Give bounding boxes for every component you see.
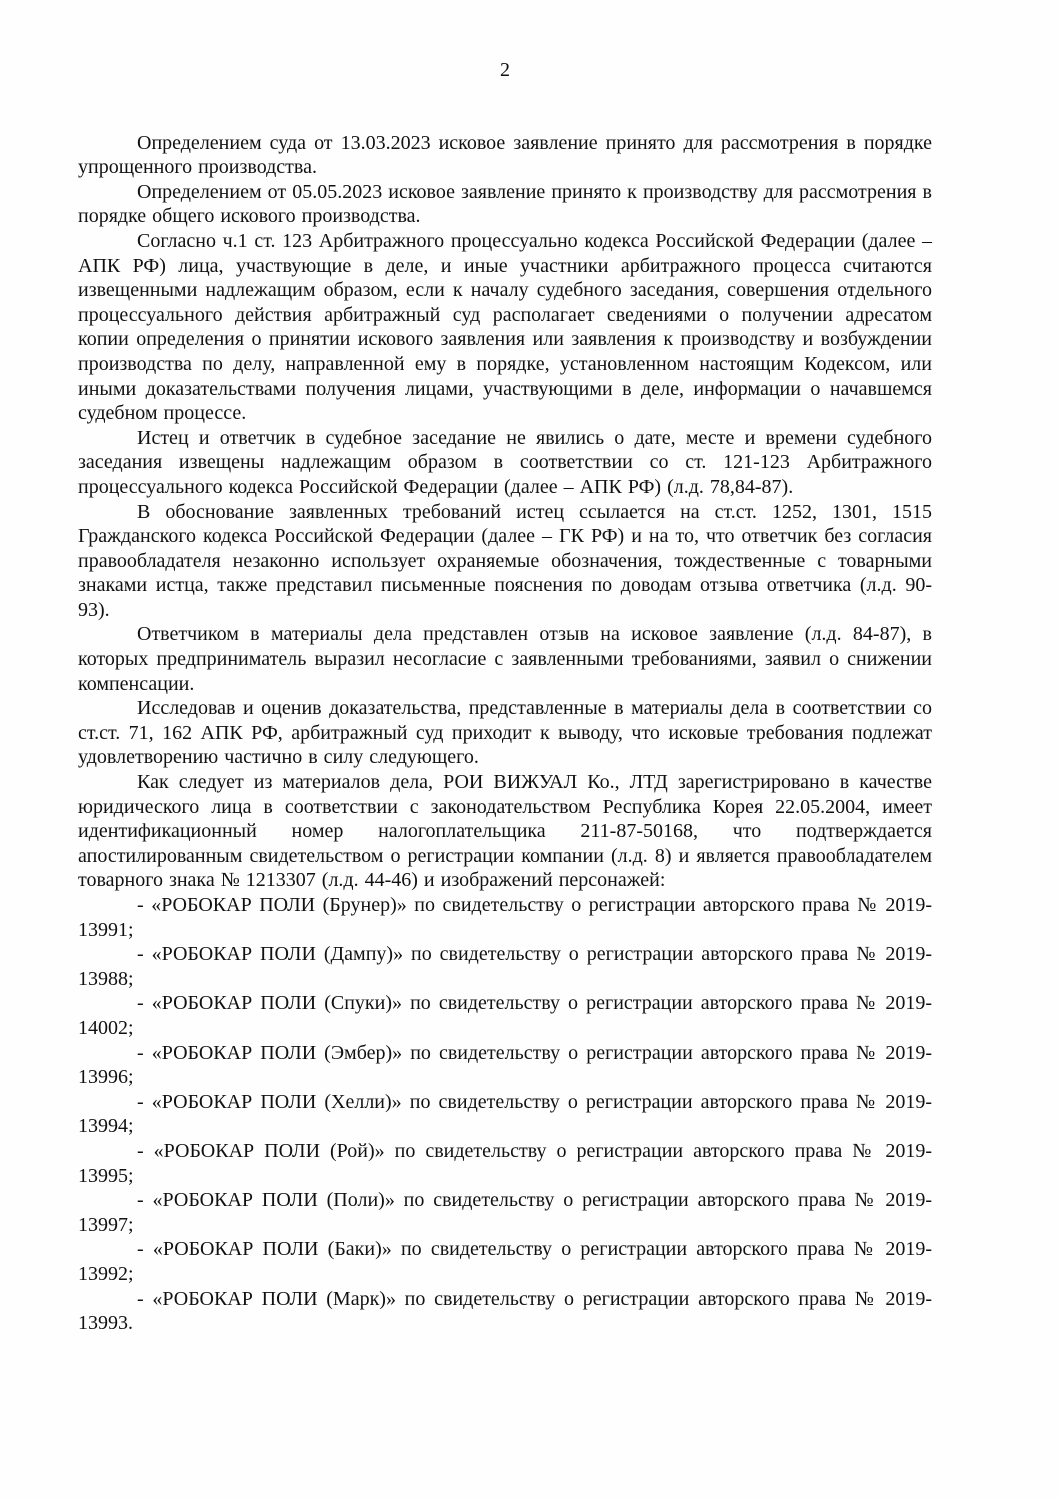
- copyright-registration-item: - «РОБОКАР ПОЛИ (Марк)» по свидетельству о регистрации авторского права № 2019-13993.: [78, 1287, 932, 1335]
- copyright-registration-item: - «РОБОКАР ПОЛИ (Рой)» по свидетельству о регистрации авторского права № 2019-13995;: [78, 1139, 932, 1187]
- copyright-registration-item: - «РОБОКАР ПОЛИ (Дампу)» по свидетельству о регистрации авторского права № 2019-13988;: [78, 943, 932, 990]
- copyright-registration-item: - «РОБОКАР ПОЛИ (Баки)» по свидетельству о регистрации авторского права № 2019-13992;: [78, 1238, 932, 1285]
- paragraph: Ответчиком в материалы дела представлен отзыв на исковое заявление (л.д. 84-87), в которых предприниматель выразил несогласие с заявленными требованиями, заявил о снижении компенсации.: [78, 623, 932, 695]
- copyright-registration-item: - «РОБОКАР ПОЛИ (Эмбер)» по свидетельству о регистрации авторского права № 2019-13996;: [78, 1041, 932, 1089]
- paragraph: Определением суда от 13.03.2023 исковое заявление принято для рассмотрения в порядке упрощенного производства.: [78, 131, 932, 179]
- page-number: 2: [500, 59, 510, 81]
- document-body: [78, 131, 932, 1336]
- paragraph: В обоснование заявленных требований истец ссылается на ст.ст. 1252, 1301, 1515 Гражданского кодекса Российской Федерации (далее – ГК РФ) и на то, что ответчик без согласия правообладателя незаконно использует охраняемые обозначения, тождественные с товарными знаками истца, также представил письменные пояснения по доводам отзыва ответчика (л.д. 90-93).: [78, 500, 932, 621]
- paragraph: Определением от 05.05.2023 исковое заявление принято к производству для рассмотрения в порядке общего искового производства.: [78, 180, 932, 228]
- paragraph: Согласно ч.1 ст. 123 Арбитражного процессуально кодекса Российской Федерации (далее – АПК РФ) лица, участвующие в деле, и иные участники арбитражного процесса считаются извещенными надлежащим образом, если к началу судебного заседания, совершения отдельного процессуального действия арбитражный суд располагает сведениями о получении адресатом копии определения о принятии искового заявления или заявления к производству и возбуждении производства по делу, направленной ему в порядке, установленном настоящим Кодексом, или иными доказательствами получения лицами, участвующими в деле, информации о начавшемся судебном процессе.: [78, 229, 932, 425]
- copyright-registration-item: - «РОБОКАР ПОЛИ (Спуки)» по свидетельству о регистрации авторского права № 2019-14002;: [78, 992, 932, 1039]
- paragraph: Как следует из материалов дела, РОИ ВИЖУАЛ Ко., ЛТД зарегистрировано в качестве юридического лица в соответствии с законодательством Республика Корея 22.05.2004, имеет идентификационный номер налогоплательщика 211-87-50168, что подтверждается апостилированным свидетельством о регистрации компании (л.д. 8) и является правообладателем товарного знака № 1213307 (л.д. 44-46) и изображений персонажей:: [78, 771, 932, 892]
- paragraph: Истец и ответчик в судебное заседание не явились о дате, месте и времени судебного заседания извещены надлежащим образом в соответствии со ст. 121-123 Арбитражного процессуального кодекса Российской Федерации (далее – АПК РФ) (л.д. 78,84-87).: [78, 426, 932, 498]
- paragraph: Исследовав и оценив доказательства, представленные в материалы дела в соответствии со ст.ст. 71, 162 АПК РФ, арбитражный суд приходит к выводу, что исковые требования подлежат удовлетворению частично в силу следующего.: [78, 697, 932, 769]
- copyright-registration-item: - «РОБОКАР ПОЛИ (Брунер)» по свидетельству о регистрации авторского права № 2019-13991;: [78, 894, 932, 941]
- copyright-registration-item: - «РОБОКАР ПОЛИ (Хелли)» по свидетельству о регистрации авторского права № 2019-13994;: [78, 1090, 932, 1138]
- copyright-registration-item: - «РОБОКАР ПОЛИ (Поли)» по свидетельству о регистрации авторского права № 2019-13997;: [78, 1189, 932, 1236]
